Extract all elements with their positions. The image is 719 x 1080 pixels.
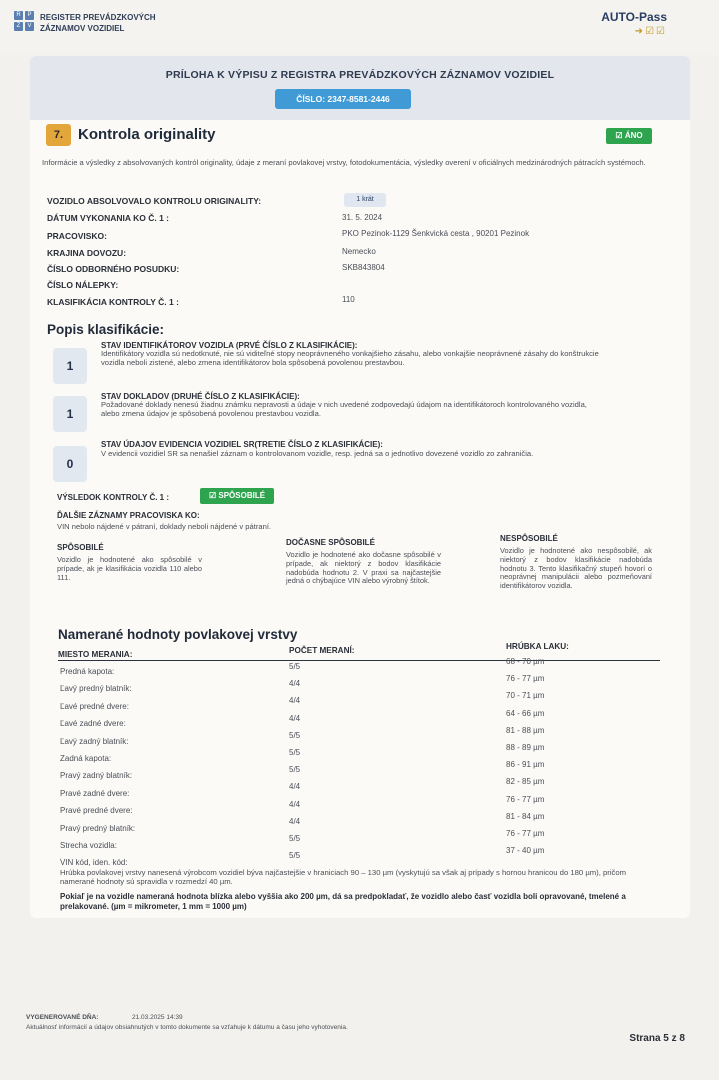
checkbox-icon: ☑ bbox=[208, 491, 219, 500]
coating-place: Ľavý predný blatník: bbox=[60, 684, 132, 694]
detail-label: ČÍSLO ODBORNÉHO POSUDKU: bbox=[47, 264, 180, 274]
coating-count: 4/4 bbox=[289, 816, 301, 826]
coating-place: Pravý zadný blatník: bbox=[60, 771, 133, 781]
detail-value: SKB843804 bbox=[342, 263, 385, 272]
status-badge-label: ÁNO bbox=[624, 131, 643, 140]
coating-thickness: 37 - 40 µm bbox=[506, 846, 545, 856]
classification-text: V evidencii vozidiel SR sa nenašiel záznam o kontrolovanom vozidle, resp. jedná sa o jednotlivo dovezené vozidlo zo zahraničia. bbox=[101, 449, 534, 458]
count-badge: 1 krát bbox=[344, 193, 386, 207]
result-badge bbox=[200, 488, 274, 504]
column-header-count: POČET MERANÍ: bbox=[289, 646, 355, 655]
coating-thickness: 70 - 71 µm bbox=[506, 691, 545, 701]
result-badge-label: SPÔSOBILÉ bbox=[218, 491, 266, 500]
column-header-thickness: HRÚBKA LAKU: bbox=[506, 642, 569, 651]
table-header-rule bbox=[58, 660, 660, 661]
coating-place: Ľavý zadný blatník: bbox=[60, 736, 129, 746]
coating-heading: Namerané hodnoty povlakovej vrstvy bbox=[58, 627, 298, 642]
detail-label: KRAJINA DOVOZU: bbox=[47, 248, 127, 258]
coating-thickness: 68 - 70 µm bbox=[506, 657, 545, 666]
detail-label: ČÍSLO NÁLEPKY: bbox=[47, 280, 119, 290]
page-number: Strana 5 z 8 bbox=[629, 1033, 685, 1044]
coating-place: Zadná kapota: bbox=[60, 754, 112, 763]
disclaimer: Aktuálnosť informácií a údajov obsiahnutých v tomto dokumente sa vzťahuje k dátumu a času jeho vyhotovenia. bbox=[26, 1024, 348, 1031]
generated-label: VYGENEROVANÉ DŇA: bbox=[26, 1014, 99, 1021]
logo-cell: P bbox=[25, 11, 34, 20]
coating-thickness: 76 - 77 µm bbox=[506, 829, 545, 838]
classification-title: STAV DOKLADOV (DRUHÉ ČÍSLO Z KLASIFIKÁCIE): bbox=[101, 392, 300, 401]
coating-place: Predná kapota: bbox=[60, 667, 115, 676]
column-header-place: MIESTO MERANIA: bbox=[58, 650, 133, 659]
registry-logo-icon bbox=[14, 11, 34, 34]
detail-value: PKO Pezinok-1129 Šenkvická cesta , 90201 Pezinok bbox=[342, 229, 530, 238]
section-intro: Informácie a výsledky z absolvovaných kontról originality, údaje z meraní povlakovej vrstvy, fotodokumentácia, výsledky overení v oficiálnych medzinárodných pátracích systémoch. bbox=[42, 158, 646, 167]
coating-thickness: 81 - 88 µm bbox=[506, 725, 545, 735]
status-badge bbox=[606, 128, 652, 144]
brand-name: AUTO-Pass bbox=[601, 10, 667, 24]
coating-count: 5/5 bbox=[289, 662, 301, 671]
classification-digit: 1 bbox=[53, 348, 87, 384]
section-number: 7. bbox=[46, 124, 71, 146]
coating-count: 5/5 bbox=[289, 730, 301, 740]
coating-count: 5/5 bbox=[289, 851, 301, 861]
detail-label: KLASIFIKÁCIA KONTROLY Č. 1 : bbox=[47, 297, 179, 307]
records-text: VIN nebolo nájdené v pátraní, doklady neboli nájdené v pátraní. bbox=[57, 522, 272, 531]
coating-place: VIN kód, iden. kód: bbox=[60, 858, 128, 868]
classification-heading: Popis klasifikácie: bbox=[47, 322, 165, 337]
coating-thickness: 76 - 77 µm bbox=[506, 794, 545, 804]
banner bbox=[30, 56, 690, 120]
coating-note: Hrúbka povlakovej vrstvy nanesená výrobcom vozidiel býva najčastejšie v hraniciach 90 – 130 µm (vyskytujú sa však aj prípady s hornou hranicou do 180 µm), pričom namerané hodnoty sú spravidla v rozmedzí 40 µm. bbox=[60, 868, 627, 886]
section-title: Kontrola originality bbox=[78, 126, 216, 143]
legend-text: Vozidlo je hodnotené ako dočasne spôsobilé v prípade, ak niektorý z bodov klasifikácie nadobúda hodnotu 2. V praxi sa najčastejšie jedná o chýbajúce VIN alebo výrobný štítok. bbox=[286, 550, 441, 586]
coating-note-bold: Pokiaľ je na vozidle nameraná hodnota blízka alebo vyššia ako 200 µm, dá sa predpokladať, že vozidlo alebo časť vozidla boli opravované, tmelené a prelakované. (µm = mikrometer, 1 mm = 1000 µm) bbox=[60, 892, 626, 911]
detail-value: 31. 5. 2024 bbox=[342, 213, 383, 222]
coating-thickness: 76 - 77 µm bbox=[506, 674, 545, 684]
coating-count: 4/4 bbox=[289, 799, 301, 809]
legend-text: Vozidlo je hodnotené ako nespôsobilé, ak niektorý z bodov klasifikácie nadobúda hodnotu 3. Tento klasifikačný stupeň hovorí o neoprávnej manipulácii alebo pozmeňovaní identifikátorov vozidla. bbox=[500, 546, 652, 591]
coating-place: Ľavé predné dvere: bbox=[60, 701, 129, 711]
coating-thickness: 81 - 84 µm bbox=[506, 811, 545, 821]
coating-thickness: 86 - 91 µm bbox=[506, 760, 545, 770]
result-label: VÝSLEDOK KONTROLY Č. 1 : bbox=[57, 493, 170, 502]
brand-icons bbox=[601, 26, 667, 37]
detail-value: 110 bbox=[342, 295, 355, 304]
car-key-icon: ➜ bbox=[634, 26, 646, 37]
checkbox-icon: ☑ bbox=[615, 131, 625, 140]
coating-place: Pravé predné dvere: bbox=[60, 806, 133, 816]
logo-cell: Z bbox=[14, 22, 23, 31]
coating-place: Pravý predný blatník: bbox=[60, 823, 136, 833]
check-icon: ☑ bbox=[656, 26, 667, 37]
coating-place: Pravé zadné dvere: bbox=[60, 788, 130, 798]
coating-count: 5/5 bbox=[289, 748, 301, 757]
classification-digit: 1 bbox=[53, 396, 87, 432]
logo-cell: V bbox=[25, 22, 34, 31]
registry-logo bbox=[14, 11, 156, 34]
coating-thickness: 82 - 85 µm bbox=[506, 777, 545, 787]
legend-text: Vozidlo je hodnotené ako spôsobilé v prípade, ak je klasifikácia vozidla 110 alebo 111. bbox=[57, 555, 202, 582]
detail-label: VOZIDLO ABSOLVOVALO KONTROLU ORIGINALITY: bbox=[47, 196, 262, 206]
legend-title: NESPÔSOBILÉ bbox=[500, 534, 558, 543]
autopass-logo bbox=[601, 10, 667, 37]
check-icon: ☑ bbox=[645, 26, 657, 37]
coating-thickness: 88 - 89 µm bbox=[506, 743, 545, 752]
legend-title: SPÔSOBILÉ bbox=[57, 543, 104, 552]
detail-label: DÁTUM VYKONANIA KO Č. 1 : bbox=[47, 213, 169, 223]
classification-title: STAV IDENTIFIKÁTOROV VOZIDLA (PRVÉ ČÍSLO Z KLASIFIKÁCIE): bbox=[101, 341, 358, 350]
coating-count: 4/4 bbox=[289, 679, 301, 689]
coating-place: Strecha vozidla: bbox=[60, 841, 117, 850]
coating-thickness: 64 - 66 µm bbox=[506, 708, 545, 718]
logo-cell: R bbox=[14, 11, 23, 20]
coating-count: 5/5 bbox=[289, 765, 301, 775]
legend-title: DOČASNE SPÔSOBILÉ bbox=[286, 538, 375, 547]
registry-name-line1: REGISTER PREVÁDZKOVÝCH bbox=[40, 13, 156, 22]
banner-title: PRÍLOHA K VÝPISU Z REGISTRA PREVÁDZKOVÝCH ZÁZNAMOV VOZIDIEL bbox=[165, 69, 555, 81]
coating-count: 5/5 bbox=[289, 834, 301, 843]
coating-count: 4/4 bbox=[289, 782, 301, 792]
coating-count: 4/4 bbox=[289, 696, 301, 706]
page-header bbox=[0, 0, 719, 55]
coating-place: Ľavé zadné dvere: bbox=[60, 719, 126, 729]
coating-count: 4/4 bbox=[289, 713, 301, 723]
registry-name-line2: ZÁZNAMOV VOZIDIEL bbox=[40, 24, 125, 33]
classification-digit: 0 bbox=[53, 446, 87, 482]
classification-text: Identifikátory vozidla sú nedotknuté, nie sú viditeľné stopy neoprávneného vonkajšieho zásahu, alebo vonkajšie neoprávnené zásahy do konštrukcie vozidla neboli zistené, alebo zmena identifikátorov bola spôsobená povolenou prestavbou. bbox=[101, 349, 599, 367]
report-number-badge: ČÍSLO: 2347-8581-2446 bbox=[275, 89, 411, 109]
detail-label: PRACOVISKO: bbox=[47, 231, 107, 241]
classification-text: Požadované doklady nenesú žiadnu známku nepravosti a údaje v nich uvedené zodpovedajú údajom na identifikátoroch kontrolovaného vozidla, alebo zmena údajov je spôsobená povolenou prestavbou vozidla. bbox=[101, 400, 587, 418]
classification-title: STAV ÚDAJOV EVIDENCIA VOZIDIEL SR(TRETIE ČÍSLO Z KLASIFIKÁCIE): bbox=[101, 440, 383, 449]
generated-date: 21.03.2025 14:39 bbox=[132, 1014, 183, 1021]
detail-value: Nemecko bbox=[342, 247, 376, 256]
records-label: ĎALŠIE ZÁZNAMY PRACOVISKA KO: bbox=[57, 511, 200, 520]
